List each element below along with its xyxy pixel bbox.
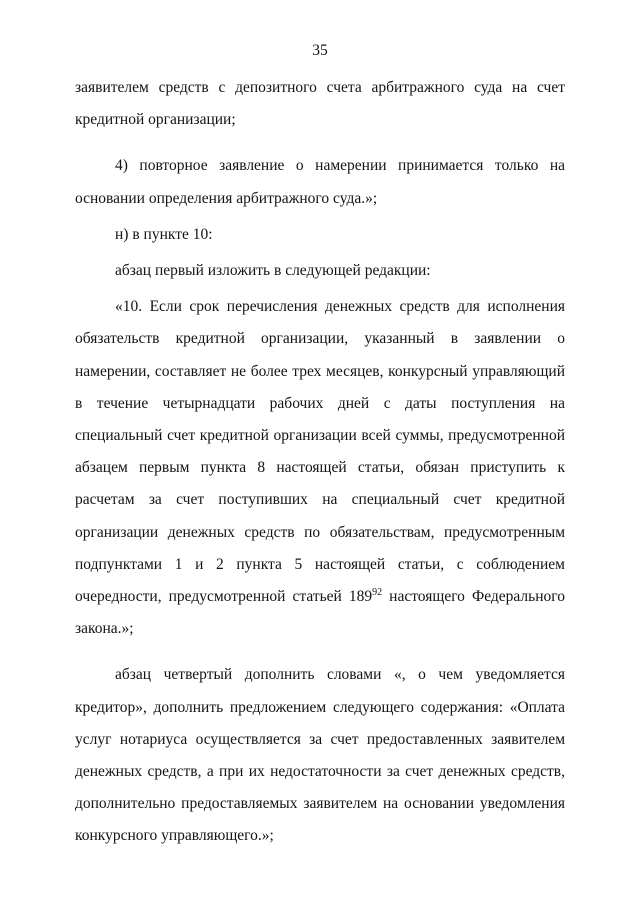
paragraph-point-10 bbox=[75, 291, 565, 645]
paragraph-instruction: абзац первый изложить в следующей редакции: bbox=[115, 262, 431, 280]
paragraph-continuation: заявителем средств с депозитного счета арбитражного суда на счет кредитной организации; bbox=[75, 79, 565, 129]
document-body bbox=[75, 72, 565, 853]
paragraph-subitem-n: н) в пункте 10: bbox=[115, 225, 213, 243]
paragraph-point-10-text: «10. Если срок перечисления денежных средств для исполнения обязательств кредитной организации, указанный в заявлении о намерении, составляет не более трех месяцев, конкурсный управляющий в течение четырнадцати рабочих дней с даты поступления на специальный счет кредитной организации всей суммы, предусмотренной абзацем первым пункта 8 настоящей статьи, обязан приступить к расчетам за счет поступивших на специальный счет кредитной организации денежных средств по обязательствам, предусмотренным подпунктами 1 и 2 пункта 5 настоящей статьи, с соблюдением очередности, предусмотренной статьей 189 bbox=[75, 298, 565, 606]
paragraph-fourth-abzac: абзац четвертый дополнить словами «, о чем уведомляется кредитор», дополнить предложением следующего содержания: «Оплата услуг нотариуса осуществляется за счет предоставленных заявителем денежных средств, а при их недостаточности за счет денежных средств, дополнительно предоставляемых заявителем на основании уведомления конкурсного управляющего.»; bbox=[75, 666, 565, 845]
article-superscript: 92 bbox=[372, 587, 383, 599]
paragraph-point-10-tail: настоящего Федерального закона.»; bbox=[75, 588, 565, 638]
page-number: 35 bbox=[312, 42, 328, 59]
paragraph-item-4: 4) повторное заявление о намерении принимается только на основании определения арбитражного суда.»; bbox=[75, 157, 565, 207]
